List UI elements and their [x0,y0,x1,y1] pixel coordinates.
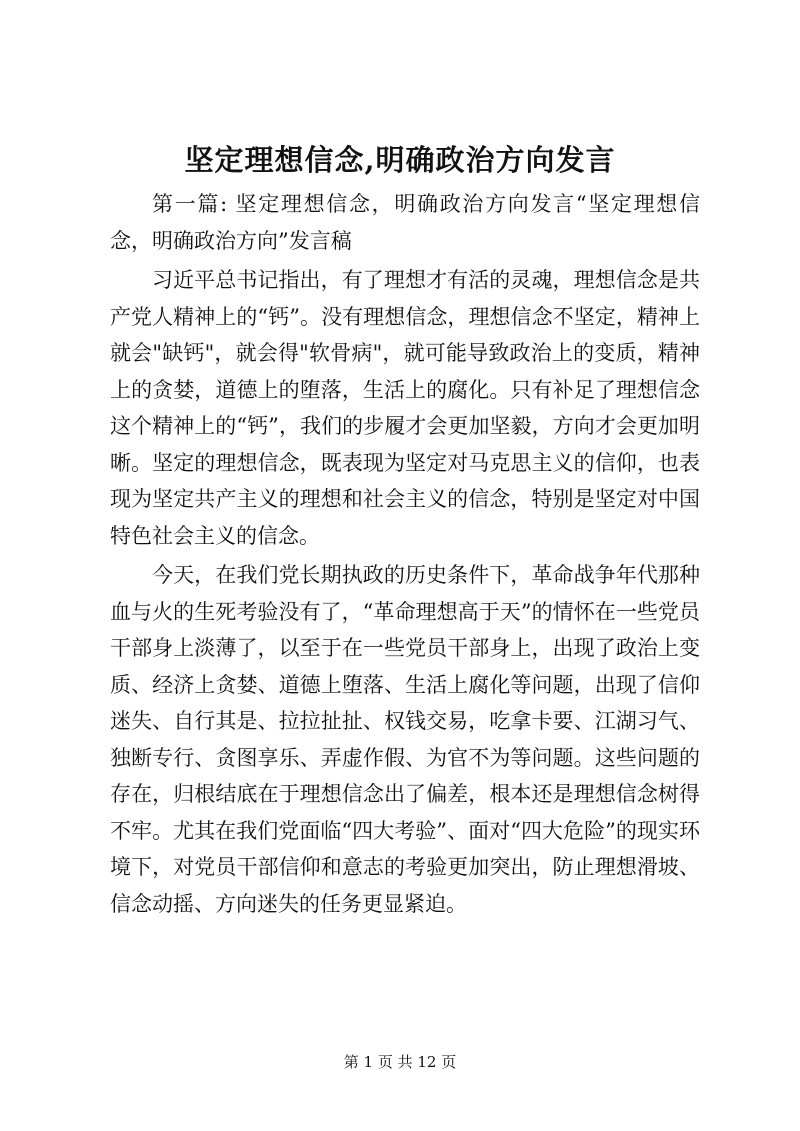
document-title: 坚定理想信念,明确政治方向发言 [184,143,616,177]
page-footer: 第 1 页 共 12 页 [343,1053,457,1071]
paragraph: 今天，在我们党长期执政的历史条件下，革命战争年代那种血与火的生死考验没有了，“革命理想高于天”的情怀在一些党员干部身上淡薄了，以至于在一些党员干部身上，出现了政治上变质、经济上贪婪、道德上堕落、生活上腐化等问题，出现了信仰迷失、自行其是、拉拉扯扯、权钱交易，吃拿卡要、江湖习气、独断专行、贪图享乐、弄虚作假、为官不为等问题。这些问题的存在，归根结底在于理想信念出了偏差，根本还是理想信念树得不牢。尤其在我们党面临“四大考验”、面对“四大危险”的现实环境下，对党员干部信仰和意志的考验更加突出，防止理想滑坡、信念动摇、方向迷失的任务更显紧迫。 [110,563,700,916]
document-body [110,186,700,925]
paragraph-heading: 第一篇: 坚定理想信念，明确政治方向发言“坚定理想信念，明确政治方向”发言稿 [110,192,700,253]
paragraph: 习近平总书记指出，有了理想才有活的灵魂，理想信念是共产党人精神上的“钙”。没有理想信念，理想信念不坚定，精神上就会"缺钙"，就会得"软骨病"，就可能导致政治上的变质，精神上的贪婪，道德上的堕落，生活上的腐化。只有补足了理想信念这个精神上的“钙”，我们的步履才会更加坚毅，方向才会更加明晰。坚定的理想信念，既表现为坚定对马克思主义的信仰，也表现为坚定共产主义的理想和社会主义的信念，特别是坚定对中国特色社会主义的信念。 [110,268,700,548]
